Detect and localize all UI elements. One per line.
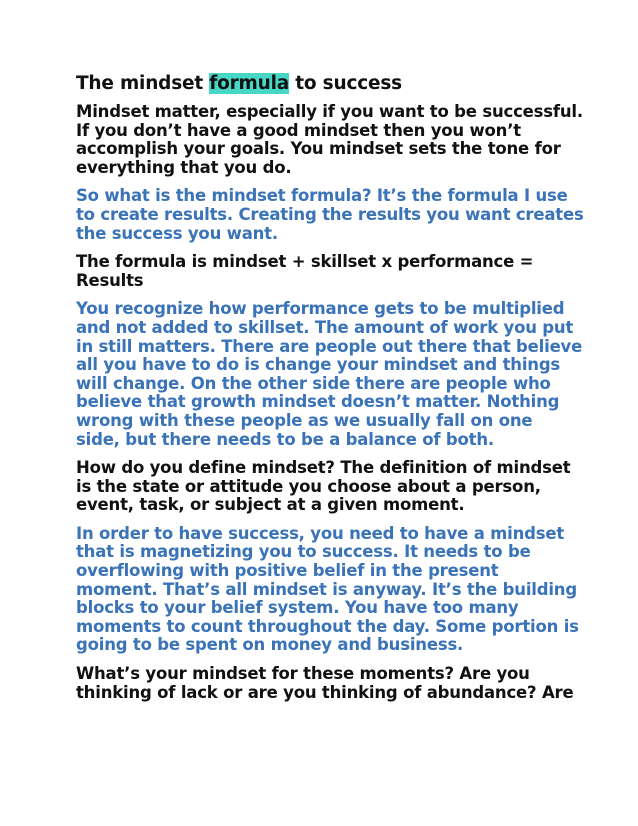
paragraph-line: and not added to skillset. The amount of work you put <box>76 317 574 337</box>
body-paragraphs <box>76 102 584 702</box>
paragraph <box>76 523 579 655</box>
document-page <box>76 72 584 712</box>
paragraph <box>76 102 583 177</box>
paragraph-line: side, but there needs to be a balance of both. <box>76 429 494 449</box>
title-highlighted-word: formula <box>209 73 290 94</box>
paragraph-line: In order to have success, you need to have a mindset <box>76 523 565 543</box>
paragraph-line: the success you want. <box>76 223 278 243</box>
paragraph-line: Mindset matter, especially if you want to be successful. <box>76 102 583 121</box>
paragraph-line: will change. On the other side there are people who <box>76 373 551 393</box>
paragraph-line: What’s your mindset for these moments? Are you <box>76 664 530 684</box>
title-after: to success <box>289 73 402 94</box>
paragraph <box>76 664 574 702</box>
paragraph-line: Results <box>76 270 144 290</box>
paragraph-line: in still matters. There are people out there that believe <box>76 336 583 356</box>
paragraph-line: everything that you do. <box>76 157 292 177</box>
paragraph-line: believe that growth mindset doesn’t matter. Nothing <box>76 392 560 412</box>
paragraph-line: wrong with these people as we usually fall on one <box>76 410 533 430</box>
paragraph-line: all you have to do is change your mindset and things <box>76 355 561 375</box>
paragraph-line: overflowing with positive belief in the present <box>76 561 499 581</box>
paragraph <box>76 299 583 449</box>
page-title <box>76 72 570 96</box>
paragraph-line: You recognize how performance gets to be multiplied <box>76 299 565 319</box>
paragraph <box>76 186 584 243</box>
paragraph-line: that is magnetizing you to success. It needs to be <box>76 542 531 562</box>
title-before: The mindset <box>76 73 210 94</box>
paragraph-line: moment. That’s all mindset is anyway. It’s the building <box>76 579 577 599</box>
paragraph <box>76 459 570 515</box>
paragraph-line: So what is the mindset formula? It’s the formula I use <box>76 186 568 206</box>
paragraph-line: accomplish your goals. You mindset sets the tone for <box>76 139 561 159</box>
paragraph-line: event, task, or subject at a given moment. <box>76 495 465 515</box>
paragraph-line: How do you define mindset? The definition of mindset <box>76 458 571 478</box>
paragraph-line: to create results. Creating the results you want creates <box>76 204 584 224</box>
paragraph-line: going to be spent on money and business. <box>76 635 464 655</box>
paragraph-line: moments to count throughout the day. Some portion is <box>76 616 579 636</box>
paragraph-line: If you don’t have a good mindset then you won’t <box>76 120 521 140</box>
paragraph-line: thinking of lack or are you thinking of abundance? Are <box>76 682 574 702</box>
paragraph <box>76 253 570 290</box>
paragraph-line: blocks to your belief system. You have too many <box>76 598 519 618</box>
paragraph-line: is the state or attitude you choose about a person, <box>76 476 541 496</box>
paragraph-line: The formula is mindset + skillset x performance = <box>76 252 534 272</box>
